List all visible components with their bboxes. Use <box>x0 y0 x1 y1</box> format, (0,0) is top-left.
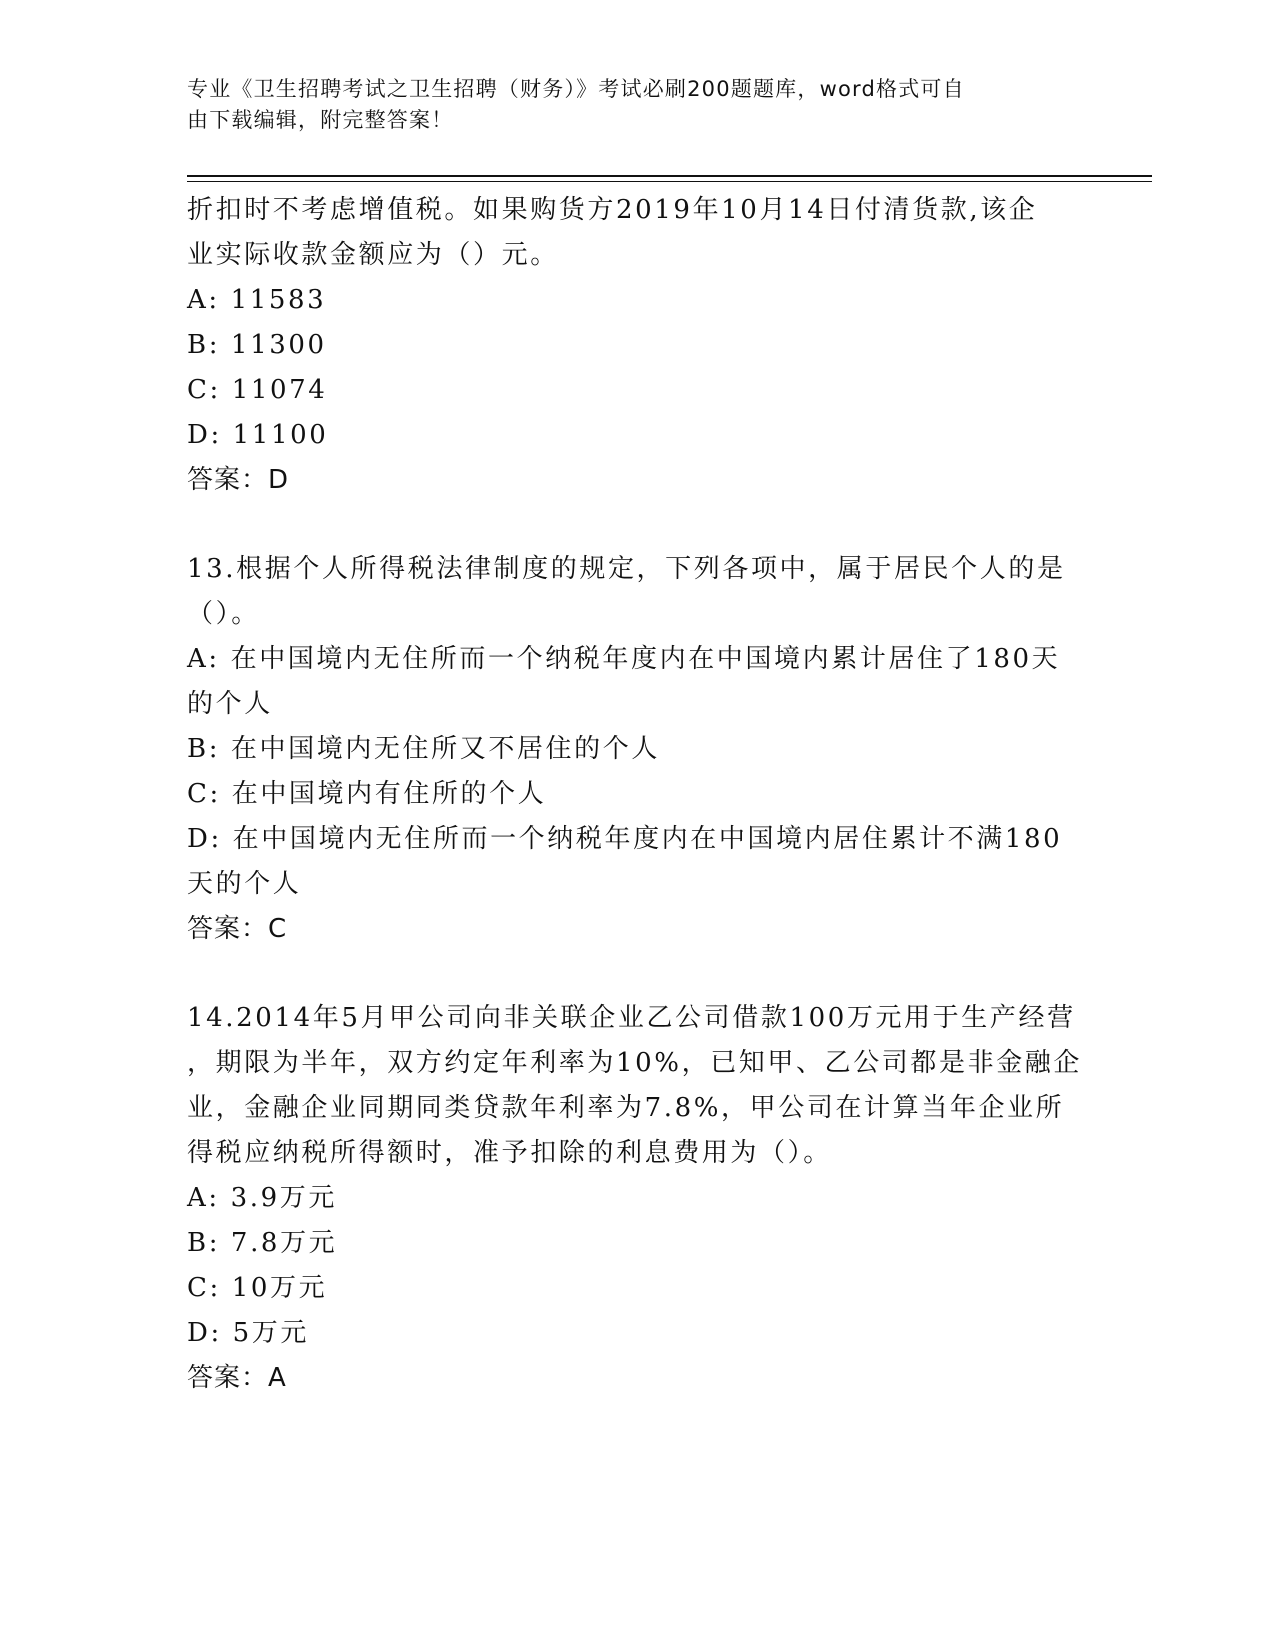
question-12 <box>187 188 1087 503</box>
question-spacer <box>187 952 1087 996</box>
header-line-1: 专业《卫生招聘考试之卫生招聘（财务）》考试必刷200题题库，word格式可自 <box>187 77 965 101</box>
question-13-option-a-line-2: 的个人 <box>187 689 273 719</box>
question-14-line-4: 得税应纳税所得额时，准予扣除的利息费用为（）。 <box>187 1138 832 1168</box>
question-13-option-d-line-2: 天的个人 <box>187 869 302 899</box>
header-divider-thin <box>187 181 1152 182</box>
header-line-2: 由下载编辑，附完整答案！ <box>187 108 454 132</box>
question-14 <box>187 996 1087 1401</box>
question-13-option-d-line-1: D: 在中国境内无住所而一个纳税年度内在中国境内居住累计不满180 <box>187 824 1063 854</box>
question-14-line-1: 14.2014年5月甲公司向非关联企业乙公司借款100万元用于生产经营 <box>187 1003 1076 1033</box>
question-14-answer: 答案：A <box>187 1363 287 1393</box>
question-spacer <box>187 503 1087 547</box>
question-14-option-b: B: 7.8万元 <box>187 1228 338 1258</box>
question-content <box>187 188 1087 1401</box>
question-13-option-b: B: 在中国境内无住所又不居住的个人 <box>187 734 660 764</box>
question-12-option-b: B: 11300 <box>187 330 327 360</box>
question-13-line-1: 13.根据个人所得税法律制度的规定，下列各项中，属于居民个人的是 <box>187 554 1066 584</box>
header-divider-thick <box>187 175 1152 177</box>
question-13 <box>187 547 1087 952</box>
question-13-line-2: （）。 <box>187 599 260 629</box>
question-12-answer: 答案：D <box>187 465 290 495</box>
question-12-option-a: A: 11583 <box>187 285 327 315</box>
question-12-option-c: C: 11074 <box>187 375 328 405</box>
question-14-option-d: D: 5万元 <box>187 1318 310 1348</box>
question-12-line-1: 折扣时不考虑增值税。如果购货方2019年10月14日付清货款,该企 <box>187 195 1038 225</box>
question-14-option-c: C: 10万元 <box>187 1273 328 1303</box>
question-14-line-3: 业，金融企业同期同类贷款年利率为7.8%，甲公司在计算当年企业所 <box>187 1093 1065 1123</box>
question-12-line-2: 业实际收款金额应为（）元。 <box>187 240 559 270</box>
question-14-option-a: A: 3.9万元 <box>187 1183 337 1213</box>
question-13-option-c: C: 在中国境内有住所的个人 <box>187 779 547 809</box>
question-12-option-d: D: 11100 <box>187 420 329 450</box>
question-13-answer: 答案：C <box>187 914 288 944</box>
question-14-line-2: ，期限为半年，双方约定年利率为10%，已知甲、乙公司都是非金融企 <box>187 1048 1082 1078</box>
page-header <box>187 74 1067 136</box>
question-13-option-a-line-1: A: 在中国境内无住所而一个纳税年度内在中国境内累计居住了180天 <box>187 644 1061 674</box>
